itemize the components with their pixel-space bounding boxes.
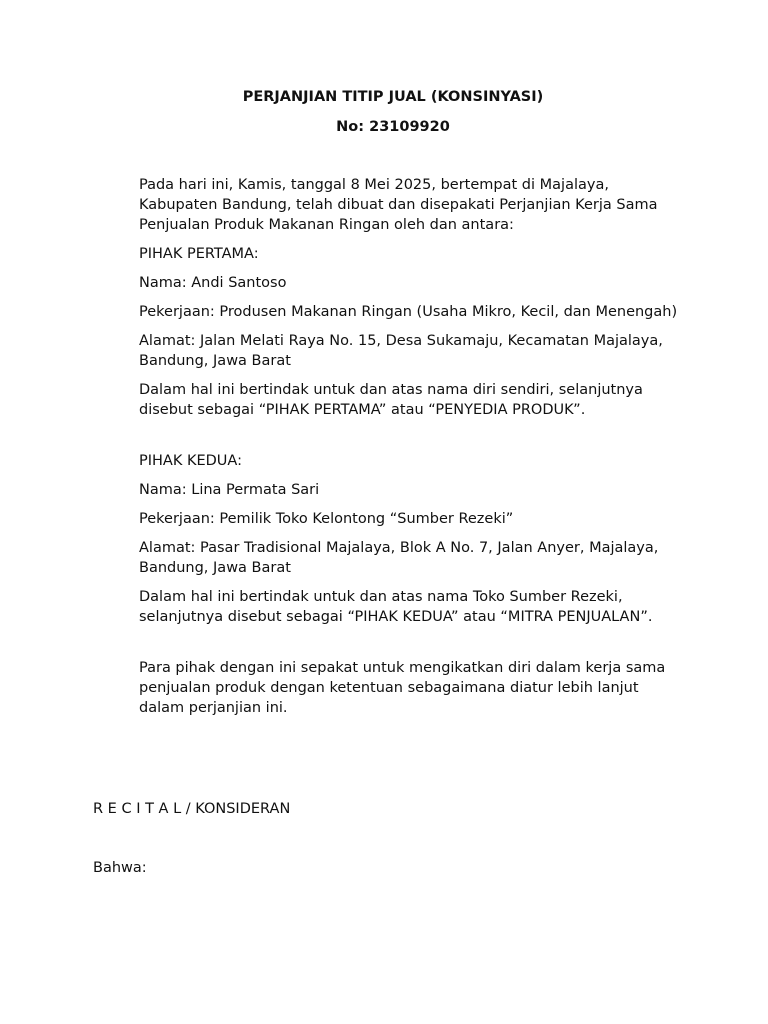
party-two-capacity: Dalam hal ini bertindak untuk dan atas nama Toko Sumber Rezeki, selanjutnya disebut sebagai “PIHAK KEDUA” atau “MITRA PENJUALAN”. <box>139 589 653 625</box>
party-one-heading: PIHAK PERTAMA: <box>139 246 259 262</box>
party-two-address: Alamat: Pasar Tradisional Majalaya, Blok A No. 7, Jalan Anyer, Majalaya, Bandung, Jawa Barat <box>139 540 659 576</box>
document-body <box>139 175 684 727</box>
opening-paragraph: Pada hari ini, Kamis, tanggal 8 Mei 2025, bertempat di Majalaya, Kabupaten Bandung, telah dibuat dan disepakati Perjanjian Kerja Sama Penjualan Produk Makanan Ringan oleh dan antara: <box>139 177 658 233</box>
party-one-capacity: Dalam hal ini bertindak untuk dan atas nama diri sendiri, selanjutnya disebut sebagai “PIHAK PERTAMA” atau “PENYEDIA PRODUK”. <box>139 382 643 418</box>
party-one-job: Pekerjaan: Produsen Makanan Ringan (Usaha Mikro, Kecil, dan Menengah) <box>139 304 678 320</box>
party-one-name: Nama: Andi Santoso <box>139 275 287 291</box>
document-number: No: 23109920 <box>336 119 450 135</box>
party-two-job: Pekerjaan: Pemilik Toko Kelontong “Sumber Rezeki” <box>139 511 514 527</box>
bahwa-label: Bahwa: <box>93 860 147 876</box>
recital-heading: R E C I T A L / KONSIDERAN <box>93 801 291 817</box>
party-two-name: Nama: Lina Permata Sari <box>139 482 320 498</box>
party-one-address: Alamat: Jalan Melati Raya No. 15, Desa Sukamaju, Kecamatan Majalaya, Bandung, Jawa Barat <box>139 333 663 369</box>
party-two-heading: PIHAK KEDUA: <box>139 453 242 469</box>
document-title: PERJANJIAN TITIP JUAL (KONSINYASI) <box>242 89 544 105</box>
agreement-paragraph: Para pihak dengan ini sepakat untuk mengikatkan diri dalam kerja sama penjualan produk dengan ketentuan sebagaimana diatur lebih lanjut dalam perjanjian ini. <box>139 660 666 716</box>
